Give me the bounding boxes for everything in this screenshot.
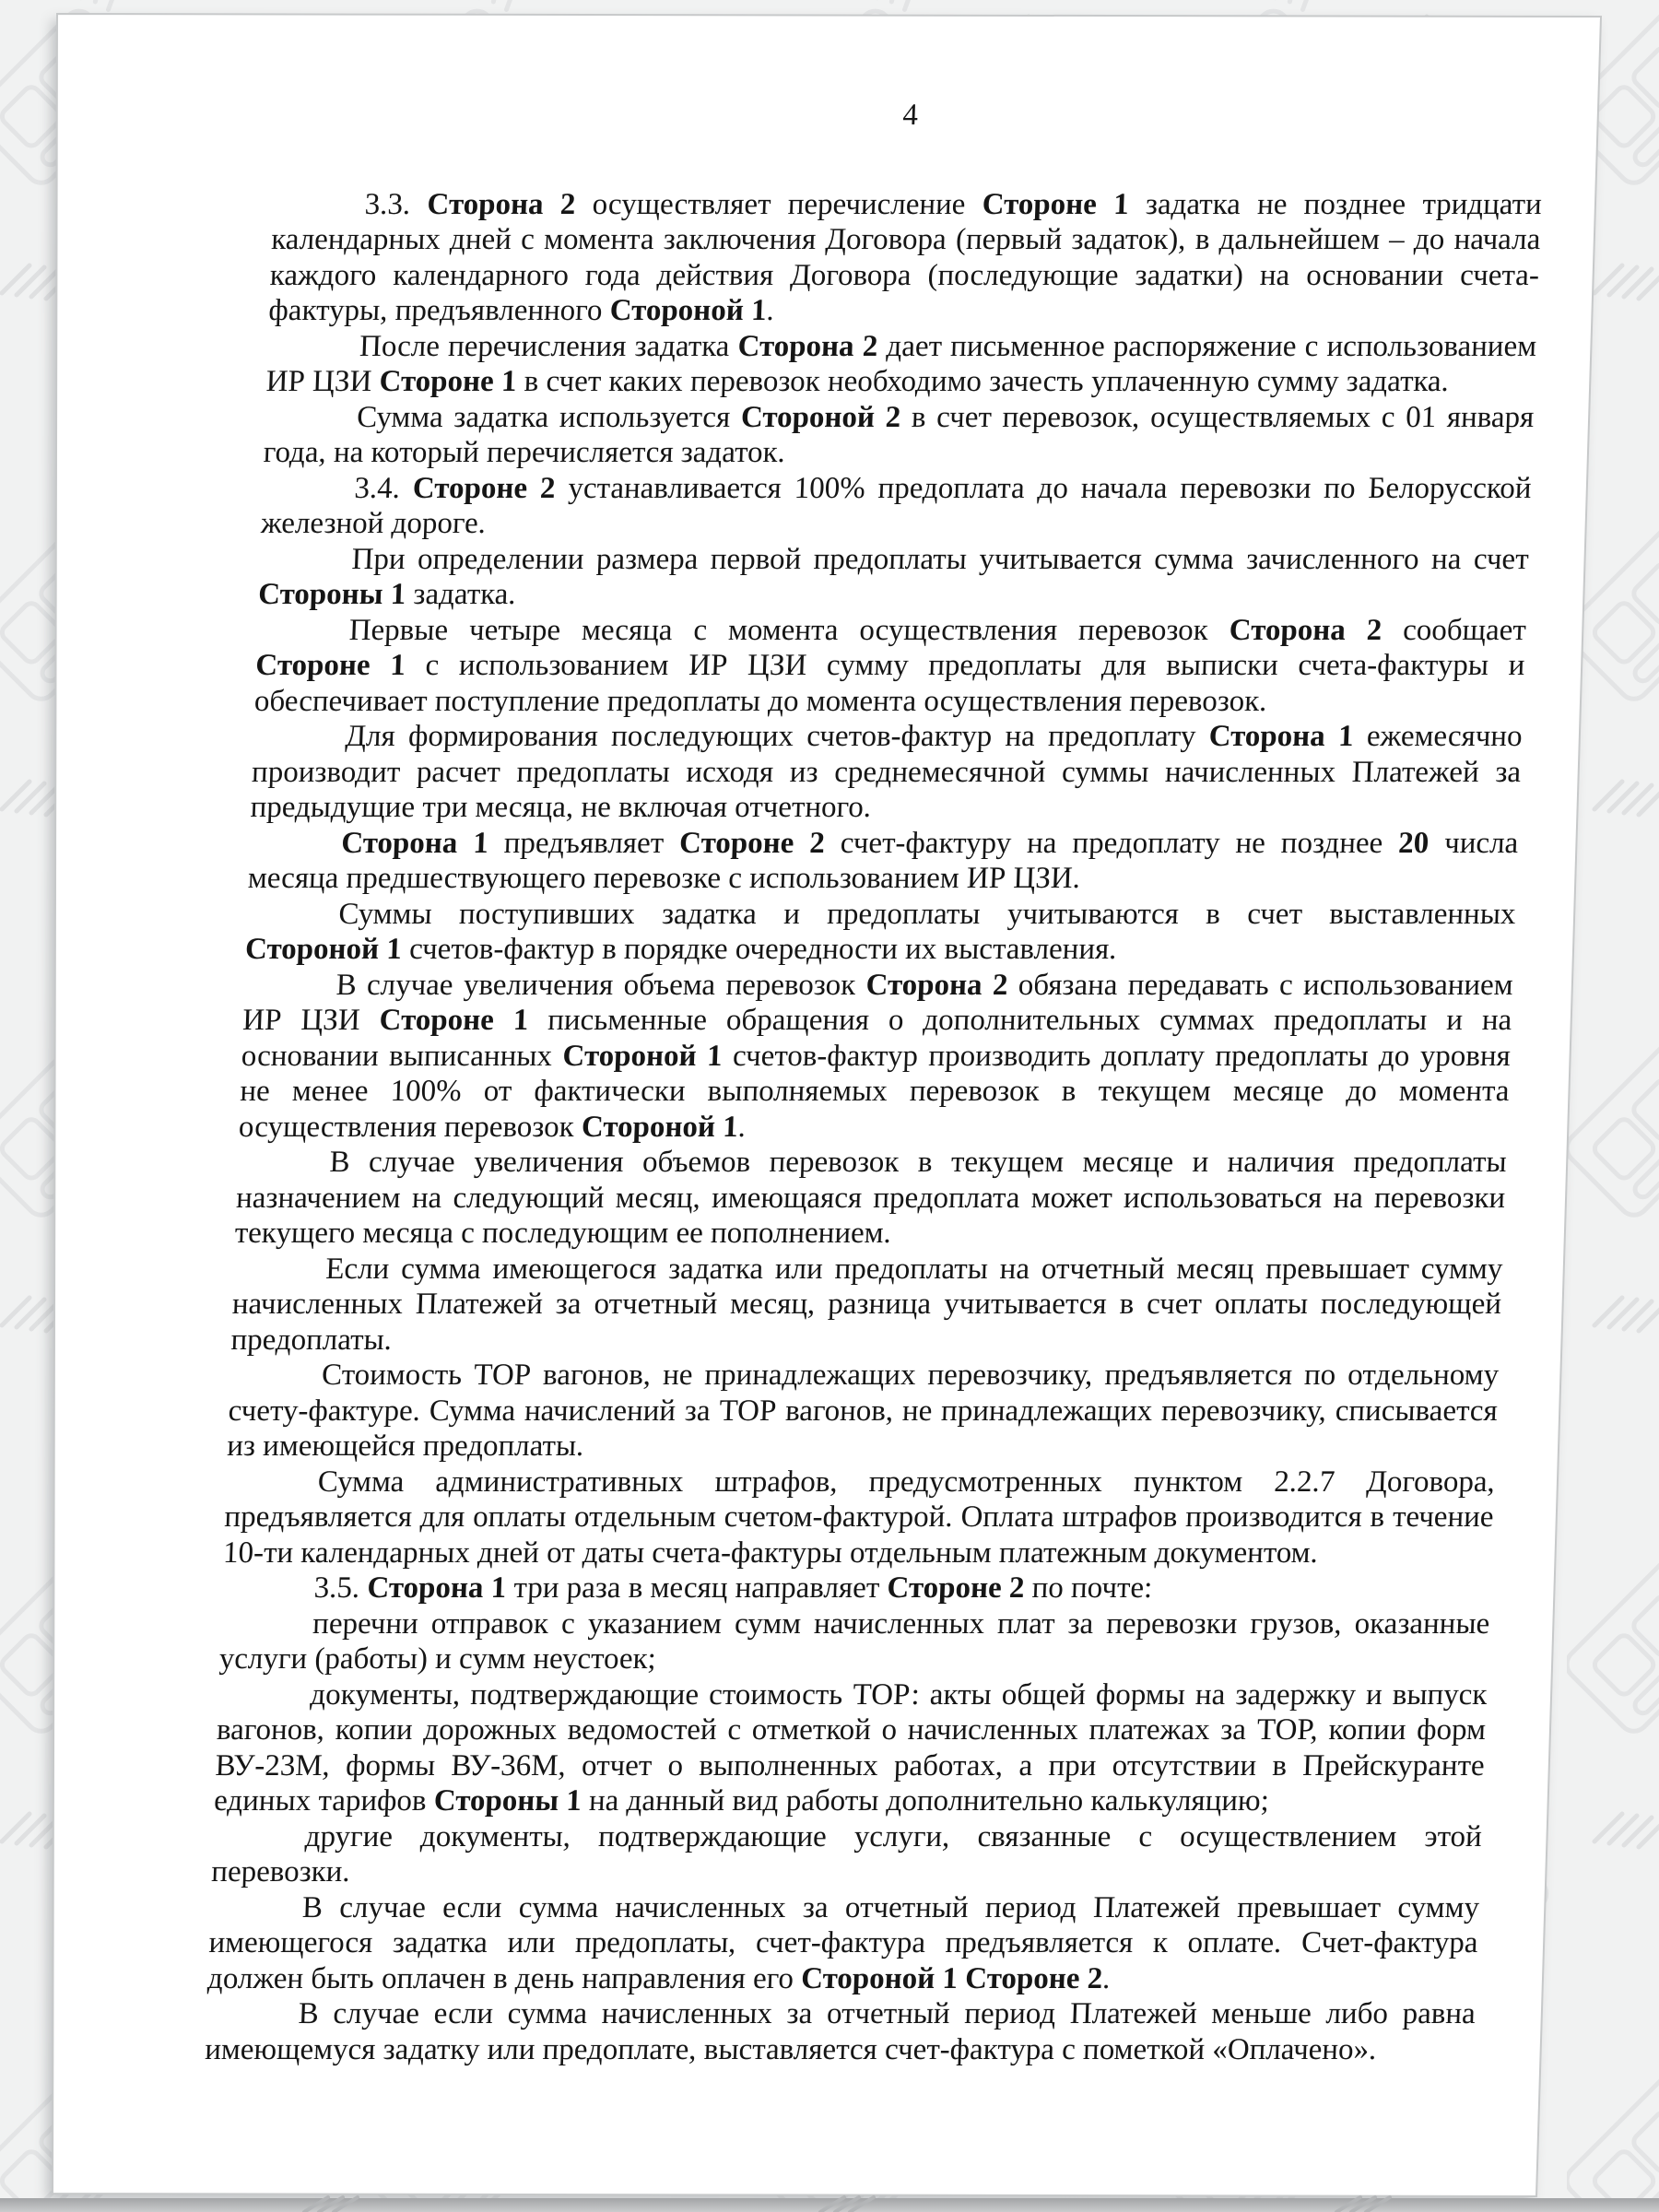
- paragraph: В случае если сумма начисленных за отчетный период Платежей меньше либо равна имеющемуся задатку или предоплате, выставляется счет-фактура с пометкой «Оплачено».: [204, 1997, 1477, 2066]
- paragraph: 3.4. Стороне 2 устанавливается 100% предоплата до начала перевозки по Белорусской железной дороге.: [260, 471, 1533, 540]
- document-page-content: [205, 98, 1546, 2067]
- paragraph: После перечисления задатка Сторона 2 дает письменное распоряжение с использованием ИР ЦЗИ Стороне 1 в счет каких перевозок необходимо зачесть уплаченную сумму задатка.: [265, 329, 1537, 398]
- paragraph: Первые четыре месяца с момента осуществления перевозок Сторона 2 сообщает Стороне 1 с использованием ИР ЦЗИ сумму предоплаты для выписки счета-фактуры и обеспечивает поступление предоплаты до момента осуществления перевозок.: [253, 613, 1527, 718]
- paragraph: В случае увеличения объема перевозок Сторона 2 обязана передавать с использованием ИР ЦЗИ Стороне 1 письменные обращения о дополнительных суммах предоплаты и на основании выписанных Стороной 1 счетов-фактур производить доплату предоплаты до уровня не менее 100% от фактически выполняемых перевозок в текущем месяце до момента осуществления перевозок Стороной 1.: [238, 968, 1514, 1144]
- paragraph: перечни отправок с указанием сумм начисленных плат за перевозки грузов, оказанные услуги (работы) и сумм неустоек;: [218, 1606, 1490, 1676]
- page-number: 4: [901, 99, 919, 132]
- paragraph: При определении размера первой предоплаты учитывается сумма зачисленного на счет Стороны 1 задатка.: [257, 542, 1530, 611]
- paragraph: Для формирования последующих счетов-фактур на предоплату Сторона 1 ежемесячно производит расчет предоплаты исходя из среднемесячной суммы начисленных Платежей за предыдущие три месяца, не включая отчетного.: [250, 720, 1524, 824]
- paragraph: другие документы, подтверждающие услуги, связанные с осуществлением этой перевозки.: [210, 1819, 1483, 1888]
- paragraph: В случае если сумма начисленных за отчетный период Платежей превышает сумму имеющегося задатка или предоплаты, счет-фактура предъявляется к оплате. Счет-фактура должен быть оплачен в день направления его Стороной 1 Стороне 2.: [206, 1890, 1480, 1995]
- paragraph: Сторона 1 предъявляет Стороне 2 счет-фактуру на предоплату не позднее 20 числа месяца предшествующего перевозке с использованием ИР ЦЗИ.: [247, 826, 1519, 895]
- paragraph: 3.3. Сторона 2 осуществляет перечисление Стороне 1 задатка не позднее тридцати календарных дней с момента заключения Договора (первый задаток), в дальнейшем – до начала каждого календарного года действия Договора (последующие задатки) на основании счета-фактуры, предъявленного Стороной 1.: [267, 187, 1543, 327]
- document-paragraphs: [205, 187, 1543, 2068]
- paragraph: Суммы поступивших задатка и предоплаты учитываются в счет выставленных Стороной 1 счетов-фактур в порядке очередности их выставления.: [244, 897, 1517, 966]
- paragraph: Сумма административных штрафов, предусмотренных пунктом 2.2.7 Договора, предъявляется для оплаты отдельным счетом-фактурой. Оплата штрафов производится в течение 10-ти календарных дней от даты счета-фактуры отдельным платежным документом.: [222, 1465, 1496, 1570]
- paragraph: В случае увеличения объемов перевозок в текущем месяце и наличия предоплаты назначением на следующий месяц, имеющаяся предоплата может использоваться на перевозки текущего месяца с последующим ее пополнением.: [234, 1146, 1508, 1250]
- paragraph: 3.5. Сторона 1 три раза в месяц направляет Стороне 2 по почте:: [313, 1571, 1153, 1605]
- paragraph: Сумма задатка используется Стороной 2 в счет перевозок, осуществляемых с 01 января года, на который перечисляется задаток.: [263, 400, 1535, 469]
- paragraph: документы, подтверждающие стоимость ТОР: акты общей формы на задержку и выпуск вагонов, копии дорожных ведомостей с отметкой о начисленных платежах за ТОР, копии форм ВУ-23М, формы ВУ-36М, отчет о выполненных работах, а при отсутствии в Прейскуранте единых тарифов Стороны 1 на данный вид работы дополнительно калькуляцию;: [213, 1677, 1488, 1818]
- paragraph: Если сумма имеющегося задатка или предоплаты на отчетный месяц превышает сумму начисленных Платежей за отчетный месяц, разница учитывается в счет оплаты последующей предоплаты.: [229, 1252, 1504, 1357]
- paragraph: Стоимость ТОР вагонов, не принадлежащих перевозчику, предъявляется по отдельному счету-фактуре. Сумма начислений за ТОР вагонов, не принадлежащих перевозчику, списывается из имеющейся предоплаты.: [226, 1359, 1500, 1463]
